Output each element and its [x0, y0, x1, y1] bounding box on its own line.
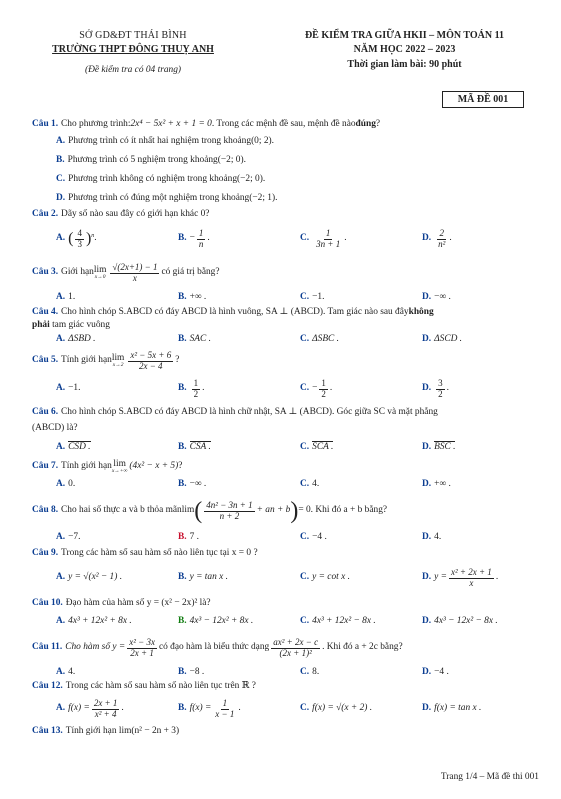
question-text: Dãy số nào sau đây có giới hạn khác 0?: [61, 209, 210, 220]
emphasis: phải: [32, 320, 50, 330]
dept-name: SỞ GD&ĐT THÁI BÌNH: [79, 30, 187, 41]
option-b[interactable]: B. Phương trình có 5 nghiệm trong khoảng (−2; 0) .: [56, 154, 246, 165]
option-text: Phương trình có 5 nghiệm trong khoảng: [67, 154, 218, 165]
question-number: Câu 3.: [32, 267, 59, 278]
limit: lim x→0: [93, 264, 107, 280]
question-number: Câu 8.: [32, 505, 59, 516]
option-a[interactable]: A. CSD .: [56, 441, 91, 453]
option-d[interactable]: D. f(x) = tan x .: [422, 703, 482, 714]
option-d[interactable]: D. $\frac{3}{2}$ .: [422, 377, 449, 399]
question-6-line2: (ABCD) là?: [32, 423, 78, 433]
option-b[interactable]: B. 7 .: [178, 531, 199, 542]
exam-title: ĐỀ KIỂM TRA GIỮA HKII – MÔN TOÁN 11: [304, 30, 505, 41]
fraction: $\frac{4}{3}$: [77, 227, 82, 249]
option-letter: A.: [56, 135, 66, 146]
question-4: [32, 305, 537, 320]
question-number: Câu 11.: [32, 642, 63, 653]
option-b[interactable]: B. f(x) = $\frac{1}{x - 1}$ .: [178, 697, 241, 719]
option-a[interactable]: A. ΔSBD .: [56, 334, 96, 345]
question-number: Câu 2.: [32, 209, 59, 220]
option-d[interactable]: D. 4x³ − 12x² − 8x .: [422, 616, 498, 627]
option-letter: D.: [56, 192, 66, 203]
question-number: Câu 6.: [32, 407, 59, 418]
emphasis: đúng: [355, 119, 376, 130]
exam-code-box: MÃ ĐỀ 001: [442, 91, 524, 108]
question-8: Câu 8. Cho hai số thực a và b thỏa mãn lim ( $\frac{\text{4n² − 3n + 1}}{n + 2}$ + an + b ) = 0. Khi đó a + b bằng?: [32, 498, 388, 524]
option-d[interactable]: D. +∞ .: [422, 479, 451, 490]
question-9: Câu 9. Trong các hàm số sau hàm số nào liên tục tại x = 0 ?: [32, 548, 258, 559]
options-row: [32, 333, 537, 347]
option-c[interactable]: C. Phương trình không có nghiệm trong khoảng (−2; 0) .: [56, 173, 266, 184]
option-a[interactable]: A. y = √(x² − 1) .: [56, 572, 123, 583]
option-d[interactable]: D. −4 .: [422, 666, 449, 677]
options-row: [32, 222, 537, 256]
fraction: $\frac{2}{\text{n²}}$: [438, 227, 446, 249]
question-4-line2: phải tam giác vuông: [32, 320, 110, 330]
page-footer: Trang 1/4 – Mã đề thi 001: [440, 772, 539, 782]
equation: 2x⁴ − 5x² + x + 1 = 0: [130, 119, 212, 130]
option-letter: C.: [300, 233, 310, 244]
question-number: Câu 1.: [32, 119, 59, 130]
option-interval: (0; 2): [251, 135, 272, 146]
option-a[interactable]: A. ( $\frac{4}{3}$ ) $^n$ .: [56, 227, 97, 249]
question-number: Câu 13.: [32, 726, 63, 737]
options-row: [32, 529, 537, 546]
question-number: Câu 12.: [32, 681, 63, 692]
option-a[interactable]: A. 1.: [56, 291, 76, 302]
options-row: [32, 613, 537, 631]
question-text: có giá trị bằng?: [161, 267, 220, 278]
fraction: $\frac{\text{4n² − 3n + 1}}{n + 2}$: [206, 499, 253, 521]
option-d[interactable]: D. BSC .: [422, 441, 456, 453]
fraction: $\frac{1}{3n + 1}$: [316, 227, 341, 249]
question-number: Câu 4.: [32, 306, 59, 317]
option-c[interactable]: C. −4 .: [300, 531, 327, 542]
question-text: Cho hình chóp S.ABCD có đáy ABCD là hình chữ nhật, SA ⊥ (ABCD). Góc giữa SC và mặt phẳng: [61, 407, 438, 418]
options-row: [32, 694, 537, 724]
question-number: Câu 7.: [32, 461, 59, 472]
question-10: Câu 10. Đạo hàm của hàm số y = (x² − 2x)² là?: [32, 597, 211, 608]
option-c[interactable]: C. −1.: [300, 291, 325, 302]
option-a[interactable]: A. −7.: [56, 531, 81, 542]
option-letter: C.: [56, 173, 66, 184]
option-c[interactable]: C. 4x³ + 12x² − 8x .: [300, 616, 376, 627]
options-row: [32, 665, 537, 680]
option-letter: D.: [422, 233, 432, 244]
option-c[interactable]: C. $\frac{1}{3n + 1}$ .: [300, 227, 347, 249]
option-a[interactable]: A. Phương trình có ít nhất hai nghiệm trong khoảng (0; 2) .: [56, 135, 274, 146]
question-7: Câu 7. Tính giới hạn lim x→+∞ (4x² − x + 5) ?: [32, 458, 183, 474]
option-b[interactable]: B. CSA .: [178, 441, 211, 453]
option-a[interactable]: A. 0.: [56, 479, 76, 490]
option-d[interactable]: D. 4.: [422, 531, 442, 542]
option-d[interactable]: D. ΔSCD .: [422, 334, 463, 345]
options-row: [32, 562, 537, 594]
option-a[interactable]: A. −1.: [56, 383, 81, 394]
question-2: [32, 208, 537, 222]
option-a[interactable]: A. 4x³ + 12x² + 8x .: [56, 616, 132, 627]
duration: Thời gian làm bài: 90 phút: [347, 59, 462, 70]
option-c[interactable]: C. SCA .: [300, 441, 334, 453]
question-text: ?: [375, 119, 381, 130]
option-c[interactable]: C. − $\frac{1}{2}$ .: [300, 377, 333, 399]
option-interval: (−2; 0): [217, 154, 244, 165]
option-c[interactable]: C. y = cot x .: [300, 572, 350, 583]
fraction: $\frac{\text{ax² + 2x − c}}{\text{(2x + 1)²}}$: [273, 636, 319, 658]
option-text: Phương trình có đúng một nghiệm trong khoảng: [68, 192, 250, 203]
questions: [32, 118, 537, 740]
option-b[interactable]: B. SAC .: [178, 334, 211, 345]
option-letter: B.: [56, 154, 65, 165]
question-13: Câu 13. Tính giới hạn lim(n² − 2n + 3): [32, 726, 180, 737]
fraction: $\frac{\text{x² − 5x + 6}}{2x - 4}$: [130, 349, 172, 371]
question-3: [32, 256, 537, 290]
option-b[interactable]: B. −∞ .: [178, 479, 207, 490]
option-c[interactable]: C. ΔSBC .: [300, 334, 339, 345]
option-b[interactable]: B. − $\frac{1}{n}$ .: [178, 227, 210, 249]
options-row: [32, 375, 537, 403]
option-b[interactable]: B. y = tan x .: [178, 572, 228, 583]
option-d[interactable]: D. $\frac{2}{\text{n²}}$ .: [422, 227, 452, 249]
option-letter: B.: [178, 233, 187, 244]
option-b[interactable]: B. −8 .: [178, 666, 205, 677]
option-text: Phương trình có ít nhất hai nghiệm trong khoảng: [68, 135, 252, 146]
fraction: $\frac{1}{n}$: [198, 227, 204, 249]
question-1: [32, 118, 537, 132]
option-letter: A.: [56, 233, 66, 244]
options-row: [32, 477, 537, 493]
option-c[interactable]: C. f(x) = √(x + 2) .: [300, 703, 373, 714]
header-left: [18, 30, 248, 77]
option-d[interactable]: D. Phương trình có đúng một nghiệm trong khoảng (−2; 1) .: [56, 192, 278, 203]
question-text: . Trong các mệnh đề sau, mệnh đề nào: [211, 119, 356, 130]
pages-note: (Đề kiểm tra có 04 trang): [84, 65, 182, 75]
limit: lim x→2: [111, 352, 125, 368]
options-row: [32, 438, 537, 457]
option-c[interactable]: C. 8.: [300, 666, 320, 677]
question-number: Câu 10.: [32, 597, 63, 608]
fraction: $\frac{\text{x² − 3x}}{2x + 1}$: [129, 636, 155, 658]
option-b[interactable]: B. +∞ .: [178, 291, 207, 302]
question-text: Cho hình chóp S.ABCD có đáy ABCD là hình vuông, SA ⊥ (ABCD). Tam giác nào sau đây: [61, 306, 409, 317]
question-6: [32, 403, 537, 423]
option-a[interactable]: A. f(x) = $\frac{2x + 1}{\text{x² + 4}}$ .: [56, 697, 124, 719]
question-number: Câu 9.: [32, 548, 59, 559]
option-text: Phương trình không có nghiệm trong khoảng: [68, 173, 238, 184]
header-right: [262, 30, 547, 72]
option-c[interactable]: C. 4.: [300, 479, 320, 490]
fraction: $\frac{√(2x+1) - 1}{x}$: [112, 261, 158, 283]
option-a[interactable]: A. 4.: [56, 666, 76, 677]
option-interval: (−2; 0): [237, 173, 263, 184]
question-11: Câu 11. Cho hàm số y = $\frac{\text{x² − 3x}}{2x + 1}$ có đạo hàm là biểu thức dạng $\frac{\text{ax² + 2x − c}}{\text{(2x + 1)²}}$ . Khi đó a + 2c bằng?: [32, 636, 403, 658]
school-year: NĂM HỌC 2022 – 2023: [353, 43, 456, 55]
school-name: TRƯỜNG THPT ĐÔNG THUỴ ANH: [52, 43, 214, 55]
option-interval: (−2; 1): [249, 192, 276, 203]
question-5: Câu 5. Tính giới hạn lim x→2 $\frac{\text{x² − 5x + 6}}{2x - 4}$ ?: [32, 349, 180, 371]
option-b[interactable]: B. $\frac{1}{2}$ .: [178, 377, 205, 399]
question-text: Cho phương trình:: [61, 119, 131, 130]
question-number: Câu 5.: [32, 355, 59, 366]
limit: lim x→+∞: [111, 458, 128, 474]
option-d[interactable]: D. y = $\frac{\text{x² + 2x + 1}}{x}$ .: [422, 566, 499, 588]
question-12: Câu 12. Trong các hàm số sau hàm số nào liên tục trên ℝ ?: [32, 681, 256, 692]
emphasis: không: [408, 306, 434, 317]
question-text: Tính giới hạn: [61, 355, 112, 366]
options-row: [32, 290, 537, 305]
question-text: Giới hạn: [61, 267, 94, 278]
option-d[interactable]: D. −∞ .: [422, 291, 451, 302]
option-b[interactable]: B. 4x³ − 12x² + 8x .: [178, 616, 254, 627]
